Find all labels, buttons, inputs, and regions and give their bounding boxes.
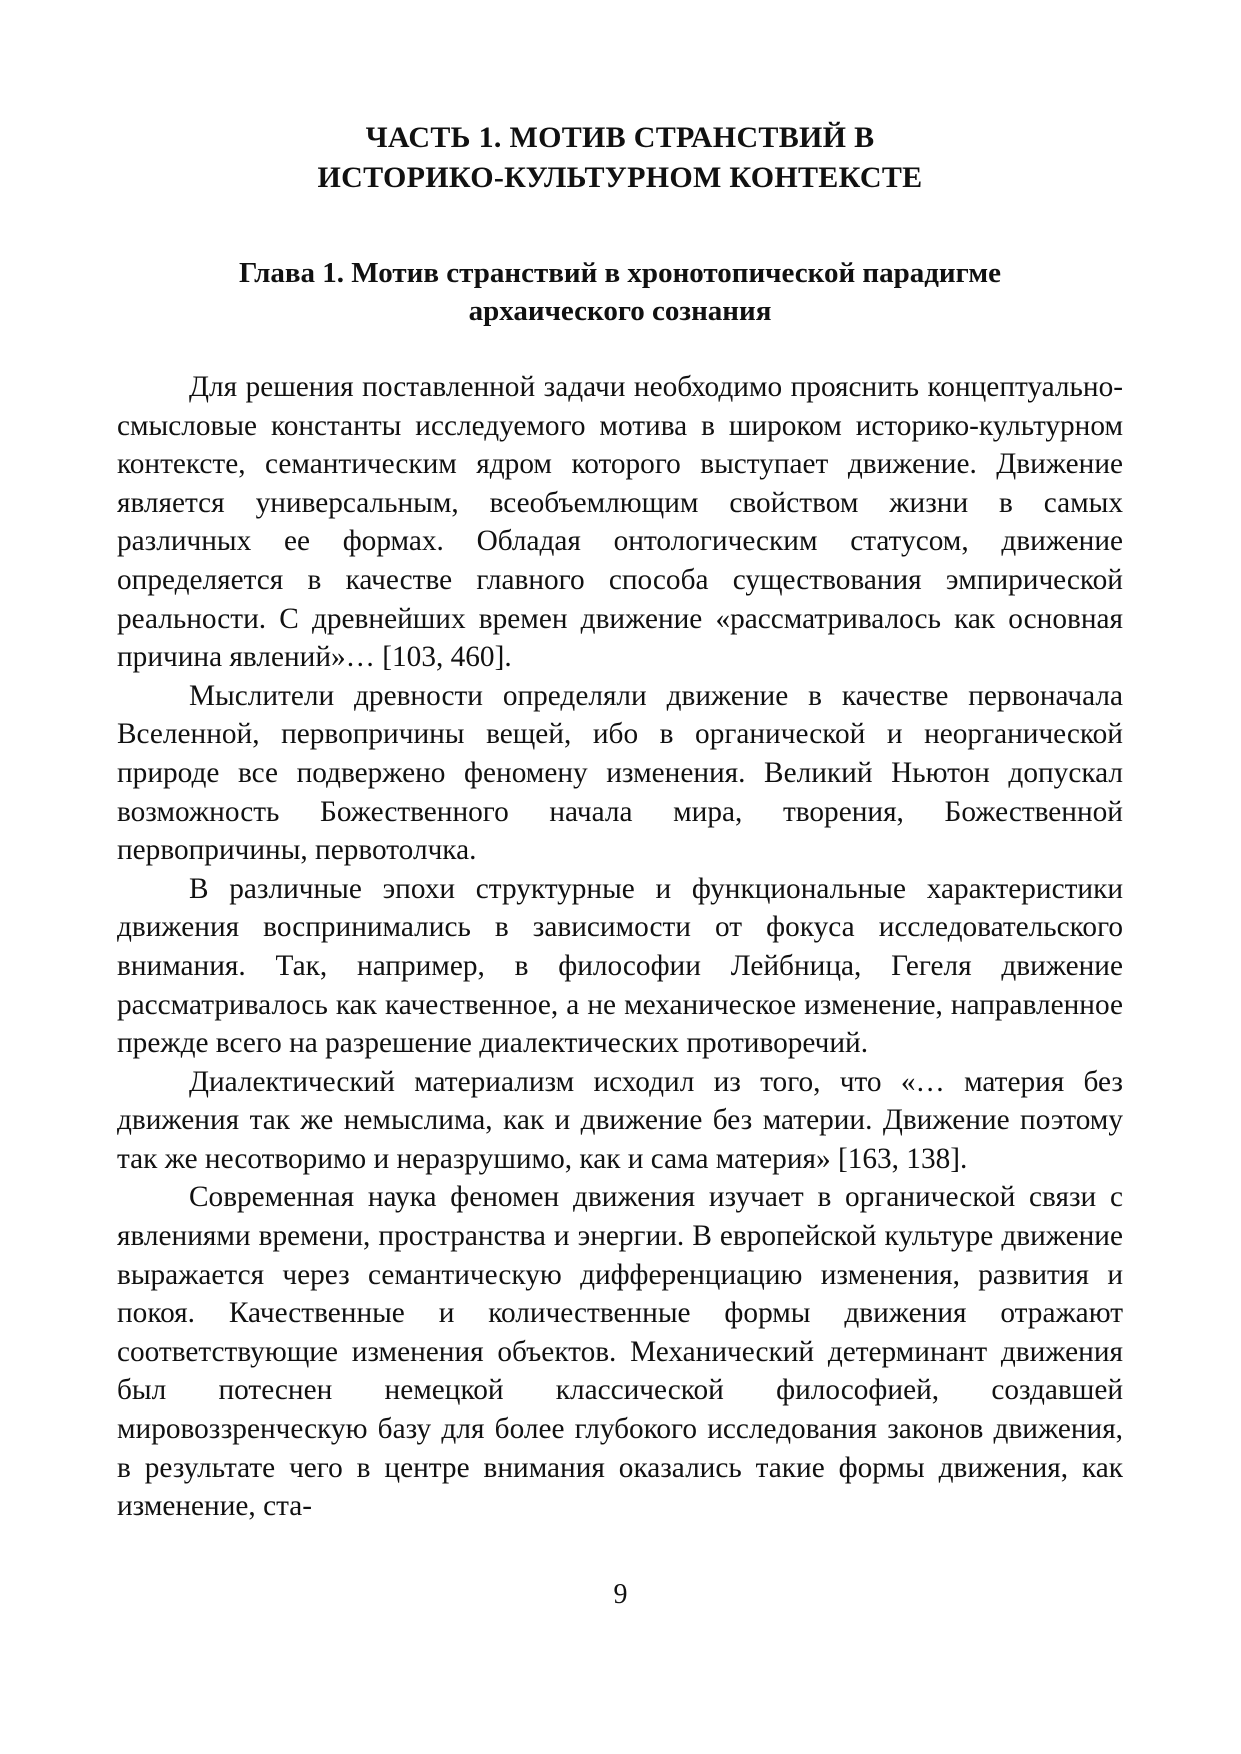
paragraph: Для решения поставленной задачи необходимо прояснить концептуально-смысловые константы исследуемого мотива в широком историко-культурном контексте, семантическим ядром которого выступает движение. Движение является универсальным, всеобъемлющим свойством жизни в самых различных ее формах. Обладая онтологическим статусом, движение определяется в качестве главного способа существования эмпирической реальности. С древнейших времен движение «рассматривалось как основная причина явлений»… [103, 460]. [117, 371, 1123, 674]
paragraph: Диалектический материализм исходил из того, что «… материя без движения так же немыслима, как и движение без материи. Движение поэтому так же несотворимо и неразрушимо, как и сама материя» [163, 138]. [117, 1065, 1123, 1175]
part-title-line-2: ИСТОРИКО-КУЛЬТУРНОМ КОНТЕКСТЕ [317, 161, 923, 194]
paragraph: Мыслители древности определяли движение в качестве первоначала Вселенной, первопричины вещей, ибо в органической и неорганической природе все подвержено феномену изменения. Великий Ньютон допускал возможность Божественного начала мира, творения, Божественной первопричины, первотолчка. [117, 679, 1123, 867]
chapter-title-line-1: Глава 1. Мотив странствий в хронотопической парадигме [238, 257, 1002, 289]
page-body [117, 118, 1123, 1526]
paragraph: В различные эпохи структурные и функциональные характеристики движения воспринимались в зависимости от фокуса исследовательского внимания. Так, например, в философии Лейбница, Гегеля движение рассматривалось как качественное, а не механическое изменение, направленное прежде всего на разрешение диалектических противоречий. [117, 872, 1123, 1060]
page-number: 9 [613, 1579, 628, 1610]
part-title-line-1: ЧАСТЬ 1. МОТИВ СТРАНСТВИЙ В [365, 121, 875, 154]
chapter-title [117, 254, 1123, 330]
part-title [117, 118, 1123, 198]
paragraph: Современная наука феномен движения изучает в органической связи с явлениями времени, пространства и энергии. В европейской культуре движение выражается через семантическую дифференциацию изменения, развития и покоя. Качественные и количественные формы движения отражают соответствующие изменения объектов. Механический детерминант движения был потеснен немецкой классической философией, создавшей мировоззренческую базу для более глубокого исследования законов движения, в результате чего в центре внимания оказались такие формы движения, как изменение, ста- [117, 1181, 1123, 1523]
body-text [117, 368, 1123, 1526]
chapter-title-line-2: архаического сознания [468, 295, 772, 327]
